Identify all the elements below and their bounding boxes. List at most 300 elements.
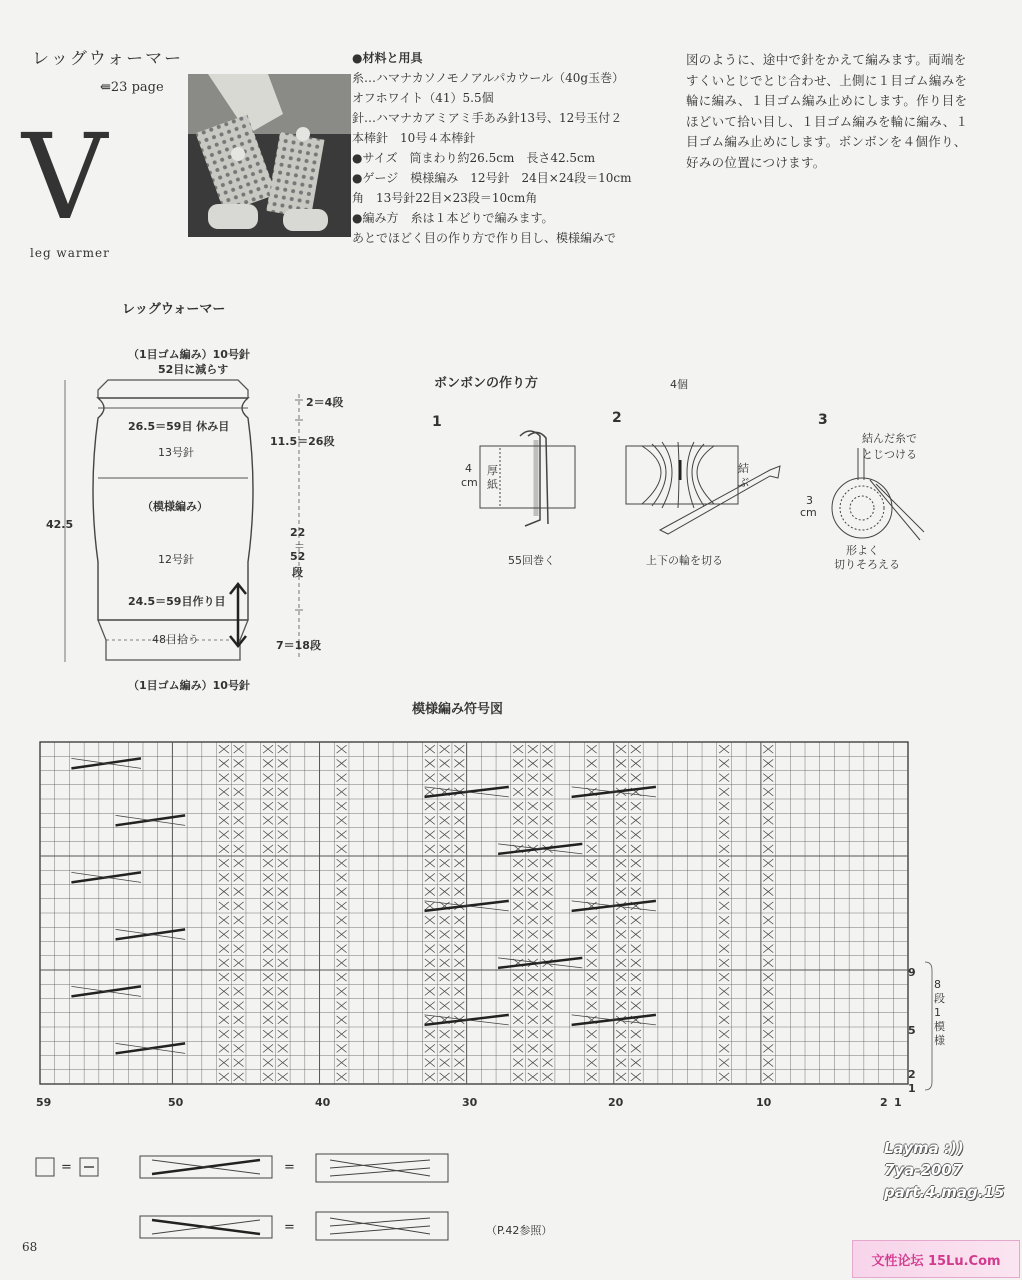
cross-stitch-symbol (219, 973, 229, 981)
cross-stitch-symbol (425, 859, 435, 867)
cross-stitch-symbol (263, 902, 273, 910)
cross-stitch-symbol (616, 930, 626, 938)
pompom-title: ボンボンの作り方 (434, 376, 539, 391)
cross-stitch-symbol (631, 1044, 641, 1052)
cross-stitch-symbol (454, 945, 464, 953)
cross-stitch-symbol (631, 1030, 641, 1038)
cross-stitch-symbol (454, 816, 464, 824)
cross-stitch-symbol (513, 788, 523, 796)
cross-stitch-symbol (263, 745, 273, 753)
cross-stitch-symbol (278, 774, 288, 782)
cross-stitch-symbol (763, 1030, 773, 1038)
rows-12-c: 52 (290, 550, 306, 563)
cross-stitch-symbol (278, 816, 288, 824)
cross-stitch-symbol (513, 1059, 523, 1067)
cross-stitch-symbol (425, 959, 435, 967)
cross-stitch-symbol (454, 888, 464, 896)
cross-stitch-symbol (278, 959, 288, 967)
x-label-59: 59 (36, 1096, 52, 1109)
cross-stitch-symbol (454, 987, 464, 995)
cross-stitch-symbol (454, 831, 464, 839)
y-label-9: 9 (908, 966, 916, 979)
cross-stitch-symbol (513, 1016, 523, 1024)
cross-stitch-symbol (763, 987, 773, 995)
cross-stitch-symbol (440, 745, 450, 753)
cross-stitch-symbol (528, 1002, 538, 1010)
cross-stitch-symbol (719, 845, 729, 853)
legend-eq-3: = (284, 1220, 295, 1235)
cross-stitch-symbol (454, 845, 464, 853)
cross-stitch-symbol (337, 831, 347, 839)
cross-stitch-symbol (440, 831, 450, 839)
cross-stitch-symbol (543, 945, 553, 953)
yarn-color-line: オフホワイト（41）5.5個 (352, 91, 494, 105)
dim-3: 3 (806, 494, 813, 507)
cross-stitch-symbol (631, 1002, 641, 1010)
cross-stitch-symbol (440, 945, 450, 953)
cross-stitch-symbol (513, 816, 523, 824)
cross-stitch-symbol (513, 987, 523, 995)
cross-stitch-symbol (263, 1044, 273, 1052)
cross-stitch-symbol (234, 1073, 244, 1081)
cross-stitch-symbol (631, 973, 641, 981)
cross-stitch-symbol (278, 1044, 288, 1052)
cross-stitch-symbol (763, 745, 773, 753)
cross-stitch-symbol (337, 802, 347, 810)
cross-stitch-symbol (234, 802, 244, 810)
cross-stitch-symbol (454, 802, 464, 810)
cross-stitch-symbol (440, 916, 450, 924)
cross-stitch-symbol (543, 1059, 553, 1067)
cross-stitch-symbol (513, 1044, 523, 1052)
cross-stitch-symbol (263, 774, 273, 782)
cross-stitch-symbol (278, 1059, 288, 1067)
cross-stitch-symbol (234, 1030, 244, 1038)
cross-stitch-symbol (543, 802, 553, 810)
cross-stitch-symbol (543, 831, 553, 839)
cross-stitch-symbol (454, 1044, 464, 1052)
pattern-letter: V (22, 108, 108, 246)
method-text: あとでほどく目の作り方で作り目し、模様編みで (352, 231, 617, 245)
signature-line-1: Layma :)) (884, 1139, 964, 1157)
pattern-label: （模様編み） (142, 500, 208, 513)
cross-stitch-symbol (454, 859, 464, 867)
cross-stitch-symbol (616, 745, 626, 753)
cross-stitch-symbol (587, 1030, 597, 1038)
tie-label: 結 (738, 462, 749, 475)
cross-stitch-symbol (278, 1016, 288, 1024)
cross-stitch-symbol (719, 873, 729, 881)
cross-stitch-symbol (219, 1030, 229, 1038)
cross-stitch-symbol (763, 888, 773, 896)
cross-stitch-symbol (616, 845, 626, 853)
cross-stitch-symbol (719, 888, 729, 896)
cross-stitch-symbol (234, 788, 244, 796)
cross-stitch-symbol (587, 945, 597, 953)
cross-stitch-symbol (454, 916, 464, 924)
rows-top-rib: 2＝4段 (306, 396, 344, 409)
cross-stitch-symbol (440, 774, 450, 782)
cross-stitch-symbol (219, 802, 229, 810)
cross-stitch-symbol (263, 916, 273, 924)
cross-stitch-symbol (528, 987, 538, 995)
cross-stitch-symbol (587, 1044, 597, 1052)
cross-stitch-symbol (763, 845, 773, 853)
cross-stitch-symbol (528, 745, 538, 753)
cross-stitch-symbol (219, 831, 229, 839)
pompom-count: 4個 (670, 378, 688, 391)
cross-stitch-symbol (425, 888, 435, 896)
cross-stitch-symbol (543, 816, 553, 824)
cross-stitch-symbol (719, 816, 729, 824)
cross-stitch-symbol (513, 930, 523, 938)
cross-stitch-symbol (219, 745, 229, 753)
cross-stitch-symbol (219, 930, 229, 938)
cross-stitch-symbol (719, 1030, 729, 1038)
cross-stitch-symbol (543, 888, 553, 896)
y-label-1: 1 (908, 1082, 916, 1095)
cross-stitch-symbol (425, 930, 435, 938)
cross-stitch-symbol (234, 888, 244, 896)
cross-stitch-symbol (719, 945, 729, 953)
cross-stitch-symbol (587, 916, 597, 924)
cross-stitch-symbol (219, 1059, 229, 1067)
cross-stitch-symbol (425, 774, 435, 782)
cross-stitch-symbol (616, 759, 626, 767)
cross-stitch-symbol (425, 1059, 435, 1067)
tie-label-2: ぶ (738, 476, 749, 489)
cross-stitch-symbol (719, 774, 729, 782)
cross-stitch-symbol (263, 873, 273, 881)
cross-stitch-symbol (219, 759, 229, 767)
cross-stitch-symbol (719, 1016, 729, 1024)
cross-stitch-symbol (337, 959, 347, 967)
cross-stitch-symbol (234, 1059, 244, 1067)
cross-stitch-symbol (543, 1073, 553, 1081)
cross-stitch-symbol (263, 1016, 273, 1024)
cross-stitch-symbol (263, 973, 273, 981)
cross-stitch-symbol (425, 987, 435, 995)
cross-stitch-symbol (219, 959, 229, 967)
y-label-2: 2 (908, 1068, 916, 1081)
cross-stitch-symbol (454, 745, 464, 753)
cross-stitch-symbol (454, 959, 464, 967)
x-label-30: 30 (462, 1096, 478, 1109)
length-label: 42.5 (46, 518, 74, 531)
x-label-10: 10 (756, 1096, 772, 1109)
cross-stitch-symbol (454, 1073, 464, 1081)
cross-stitch-symbol (278, 987, 288, 995)
cross-stitch-symbol (219, 1016, 229, 1024)
top-rib-label: （1目ゴム編み）10号針 (128, 348, 250, 361)
cross-stitch-symbol (337, 774, 347, 782)
cross-stitch-symbol (219, 1073, 229, 1081)
cross-stitch-symbol (263, 987, 273, 995)
legend-reference: （P.42参照） (486, 1224, 553, 1237)
cross-stitch-symbol (543, 1030, 553, 1038)
cross-stitch-symbol (337, 1044, 347, 1052)
cross-stitch-symbol (719, 1044, 729, 1052)
cross-stitch-symbol (278, 916, 288, 924)
cross-stitch-symbol (278, 802, 288, 810)
cross-stitch-symbol (278, 888, 288, 896)
cross-stitch-symbol (528, 930, 538, 938)
cross-stitch-symbol (337, 930, 347, 938)
wind-label: 55回巻く (508, 554, 555, 567)
cross-stitch-symbol (616, 802, 626, 810)
cross-stitch-symbol (278, 1073, 288, 1081)
cross-stitch-symbol (513, 745, 523, 753)
step-3-number: 3 (818, 412, 828, 428)
cross-stitch-symbol (631, 987, 641, 995)
cross-stitch-symbol (719, 1073, 729, 1081)
cross-stitch-symbol (234, 930, 244, 938)
cross-stitch-symbol (513, 1002, 523, 1010)
cross-stitch-symbol (543, 916, 553, 924)
cross-stitch-symbol (587, 816, 597, 824)
size-line: ●サイズ 筒まわり約26.5cm 長さ42.5cm (352, 151, 596, 165)
cross-stitch-symbol (631, 888, 641, 896)
cross-stitch-symbol (219, 845, 229, 853)
cross-stitch-symbol (337, 1030, 347, 1038)
cardboard-label-2: 紙 (487, 478, 498, 491)
cross-stitch-symbol (278, 1002, 288, 1010)
cross-stitch-symbol (219, 859, 229, 867)
cross-stitch-symbol (234, 945, 244, 953)
top-width-label: 26.5＝59目 休み目 (128, 420, 230, 433)
cross-stitch-symbol (763, 930, 773, 938)
cross-stitch-symbol (337, 859, 347, 867)
cross-stitch-symbol (587, 959, 597, 967)
cross-stitch-symbol (219, 888, 229, 896)
cross-stitch-symbol (513, 1030, 523, 1038)
cross-stitch-symbol (337, 888, 347, 896)
dim-cm: cm (461, 476, 478, 489)
cross-stitch-symbol (719, 973, 729, 981)
cross-stitch-symbol (425, 945, 435, 953)
x-label-2: 2 (880, 1096, 888, 1109)
cross-stitch-symbol (616, 873, 626, 881)
cross-stitch-symbol (278, 759, 288, 767)
gauge-line-2: 角 13号針22目×23段＝10cm角 (352, 191, 538, 205)
cross-stitch-symbol (440, 888, 450, 896)
cross-stitch-symbol (425, 845, 435, 853)
cross-stitch-symbol (263, 945, 273, 953)
cross-stitch-symbol (425, 745, 435, 753)
cross-stitch-symbol (587, 1002, 597, 1010)
cross-stitch-symbol (337, 1016, 347, 1024)
cross-stitch-symbol (528, 831, 538, 839)
cross-stitch-symbol (587, 774, 597, 782)
cross-stitch-symbol (587, 745, 597, 753)
cross-stitch-symbol (263, 1002, 273, 1010)
cross-stitch-symbol (631, 831, 641, 839)
cross-stitch-symbol (219, 987, 229, 995)
cross-stitch-symbol (528, 1059, 538, 1067)
cross-stitch-symbol (719, 1002, 729, 1010)
page-title: レッグウォーマー (32, 49, 184, 69)
cross-stitch-symbol (219, 916, 229, 924)
cross-stitch-symbol (528, 802, 538, 810)
cross-stitch-symbol (234, 759, 244, 767)
cross-stitch-symbol (763, 759, 773, 767)
cross-stitch-symbol (763, 1002, 773, 1010)
cross-stitch-symbol (440, 1044, 450, 1052)
needle12-label: 12号針 (158, 553, 194, 566)
cross-stitch-symbol (763, 774, 773, 782)
cross-stitch-symbol (543, 1002, 553, 1010)
cross-stitch-symbol (616, 1044, 626, 1052)
cross-stitch-symbol (513, 774, 523, 782)
cross-stitch-symbol (234, 902, 244, 910)
cross-stitch-symbol (454, 774, 464, 782)
cross-stitch-symbol (631, 1073, 641, 1081)
cross-stitch-symbol (631, 802, 641, 810)
cross-stitch-symbol (528, 916, 538, 924)
cross-stitch-symbol (219, 816, 229, 824)
cross-stitch-symbol (616, 1059, 626, 1067)
repeat-bracket (925, 962, 932, 1090)
cross-stitch-symbol (543, 973, 553, 981)
cross-stitch-symbol (337, 902, 347, 910)
cross-stitch-symbol (719, 1059, 729, 1067)
cross-stitch-symbol (587, 1073, 597, 1081)
cross-stitch-symbol (337, 987, 347, 995)
cross-stitch-symbol (616, 987, 626, 995)
cross-stitch-symbol (425, 916, 435, 924)
cross-stitch-symbol (528, 859, 538, 867)
cross-stitch-symbol (337, 1059, 347, 1067)
rows-12-b: ＝ (294, 540, 305, 553)
cross-stitch-symbol (719, 930, 729, 938)
cross-stitch-symbol (543, 774, 553, 782)
cross-stitch-symbol (616, 859, 626, 867)
cross-stitch-symbol (528, 759, 538, 767)
instruction-line: 輪に編み、１目ゴム編み止めにします。作り目を (686, 93, 968, 108)
cross-stitch-symbol (763, 831, 773, 839)
cross-stitch-symbol (337, 916, 347, 924)
cross-stitch-symbol (543, 1044, 553, 1052)
cross-stitch-symbol (631, 745, 641, 753)
cross-stitch-symbol (440, 930, 450, 938)
cross-stitch-symbol (425, 1044, 435, 1052)
cross-stitch-symbol (587, 759, 597, 767)
cross-stitch-symbol (616, 1073, 626, 1081)
cross-stitch-symbol (631, 816, 641, 824)
cross-stitch-symbol (616, 1030, 626, 1038)
cross-stitch-symbol (528, 1044, 538, 1052)
cross-stitch-symbol (543, 987, 553, 995)
cross-stitch-symbol (454, 1059, 464, 1067)
cross-stitch-symbol (454, 873, 464, 881)
schematic-title: レッグウォーマー (122, 302, 226, 317)
cross-stitch-symbol (763, 902, 773, 910)
cross-stitch-symbol (513, 802, 523, 810)
cross-stitch-symbol (219, 788, 229, 796)
cross-stitch-symbol (454, 1030, 464, 1038)
cross-stitch-symbol (263, 930, 273, 938)
y-label-5: 5 (908, 1024, 916, 1037)
cross-stitch-symbol (513, 945, 523, 953)
cross-stitch-symbol (719, 788, 729, 796)
cross-stitch-symbol (234, 1044, 244, 1052)
cross-stitch-symbol (763, 816, 773, 824)
cross-stitch-symbol (454, 973, 464, 981)
cross-stitch-symbol (513, 916, 523, 924)
cross-stitch-symbol (440, 959, 450, 967)
cross-stitch-symbol (763, 1059, 773, 1067)
cross-stitch-symbol (763, 1073, 773, 1081)
cross-stitch-symbol (425, 1002, 435, 1010)
cross-stitch-symbol (337, 845, 347, 853)
rows-12-d: 段 (292, 566, 303, 579)
cross-stitch-symbol (587, 1059, 597, 1067)
cross-stitch-symbol (763, 959, 773, 967)
site-logo: 文性论坛 15Lu.Com (852, 1240, 1020, 1278)
dim-3-cm: cm (800, 506, 817, 519)
gauge-line: ●ゲージ 模様編み 12号針 24目×24段＝10cm (352, 171, 632, 185)
cross-stitch-symbol (454, 759, 464, 767)
cross-stitch-symbol (425, 973, 435, 981)
instruction-line: 目ゴム編み止めにします。ボンボンを４個作り、 (686, 134, 967, 149)
cross-stitch-symbol (631, 774, 641, 782)
cross-stitch-symbol (587, 859, 597, 867)
cross-stitch-symbol (543, 759, 553, 767)
cross-stitch-symbol (263, 788, 273, 796)
cross-stitch-symbol (513, 1073, 523, 1081)
cross-stitch-symbol (616, 1002, 626, 1010)
cross-stitch-symbol (263, 845, 273, 853)
cross-stitch-symbol (763, 859, 773, 867)
cross-stitch-symbol (425, 802, 435, 810)
cross-stitch-symbol (234, 959, 244, 967)
cross-stitch-symbol (263, 759, 273, 767)
x-label-1: 1 (894, 1096, 902, 1109)
cross-stitch-symbol (234, 816, 244, 824)
yarn-line: 糸…ハマナカソノモノアルパカウール（40g玉巻） (352, 71, 625, 85)
cross-stitch-symbol (263, 1073, 273, 1081)
cross-stitch-symbol (425, 816, 435, 824)
cross-stitch-symbol (278, 831, 288, 839)
cross-stitch-symbol (337, 973, 347, 981)
cross-stitch-symbol (543, 745, 553, 753)
cross-stitch-symbol (587, 831, 597, 839)
cross-stitch-symbol (440, 1059, 450, 1067)
cross-stitch-symbol (513, 902, 523, 910)
cross-stitch-symbol (543, 788, 553, 796)
cross-stitch-symbol (528, 1016, 538, 1024)
cross-stitch-symbol (278, 902, 288, 910)
cross-stitch-symbol (616, 973, 626, 981)
cross-stitch-symbol (263, 802, 273, 810)
cross-stitch-symbol (587, 873, 597, 881)
cross-stitch-symbol (454, 930, 464, 938)
cross-stitch-symbol (234, 987, 244, 995)
cross-stitch-symbol (278, 859, 288, 867)
cross-stitch-symbol (278, 788, 288, 796)
cross-stitch-symbol (631, 759, 641, 767)
cross-stitch-symbol (528, 973, 538, 981)
cross-stitch-symbol (763, 973, 773, 981)
top-decrease-label: 52目に減らす (158, 363, 229, 376)
cross-stitch-symbol (763, 916, 773, 924)
cross-stitch-symbol (219, 1044, 229, 1052)
x-label-40: 40 (315, 1096, 331, 1109)
cross-stitch-symbol (337, 1073, 347, 1081)
cross-stitch-symbol (616, 816, 626, 824)
legend-eq-2: = (284, 1160, 295, 1175)
cross-stitch-symbol (263, 859, 273, 867)
